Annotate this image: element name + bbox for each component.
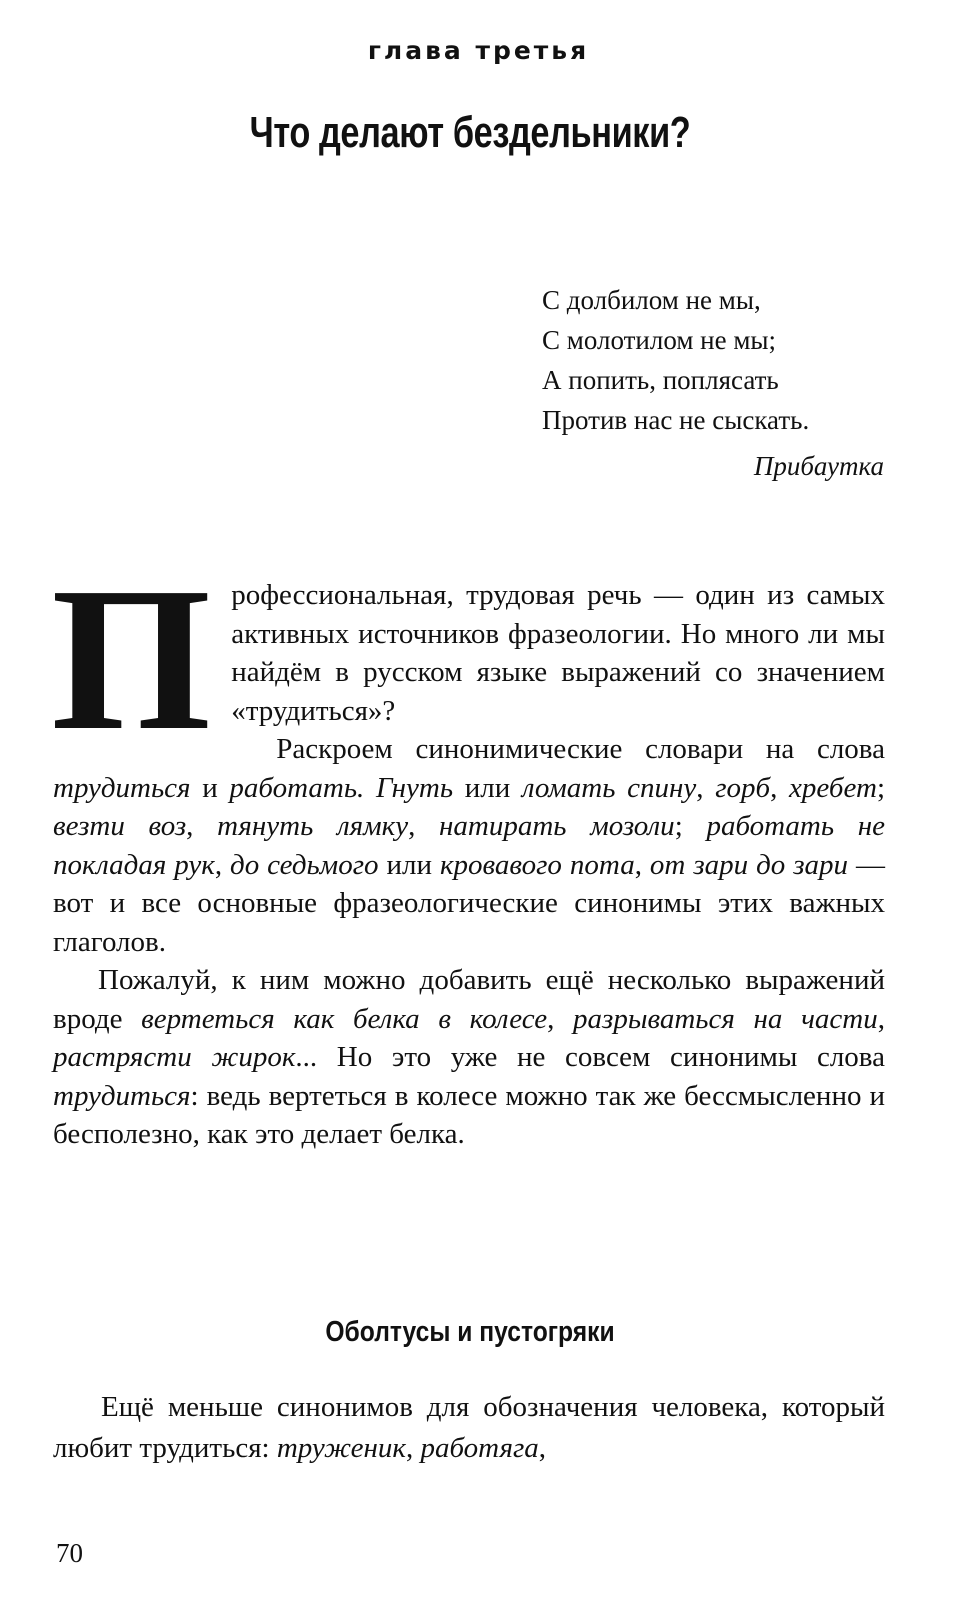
italic-phrase: кровавого пота bbox=[439, 848, 635, 881]
epigraph-line: Против нас не сыскать. bbox=[542, 405, 810, 435]
italic-phrase: растрясти жирок bbox=[53, 1041, 296, 1073]
italic-phrase: везти воз bbox=[53, 810, 187, 842]
main-text-continued bbox=[53, 1387, 885, 1469]
chapter-title: Что делают бездельники? bbox=[249, 108, 691, 157]
italic-phrase: вертеться как белка в колесе bbox=[141, 1002, 548, 1035]
main-text bbox=[51, 544, 886, 1154]
text-run: , bbox=[877, 1002, 886, 1035]
italic-phrase: тянуть лямку bbox=[217, 810, 409, 842]
text-run: или bbox=[378, 848, 440, 881]
text-run: Раскроем синонимические словари на слова bbox=[276, 733, 885, 765]
epigraph-line: С долбилом не мы, bbox=[542, 285, 761, 315]
text-run: ; bbox=[876, 771, 885, 804]
text-run: , bbox=[770, 771, 790, 804]
italic-phrase: горб bbox=[715, 771, 771, 804]
italic-phrase: работать не покладая рук bbox=[53, 810, 886, 881]
italic-phrase: трудиться bbox=[53, 771, 191, 804]
italic-phrase: разрываться на части bbox=[573, 1002, 878, 1035]
text-run: ... Но это уже не совсем синонимы слова bbox=[295, 1041, 885, 1073]
text-run: , bbox=[214, 848, 231, 881]
epigraph-source: Прибаутка bbox=[753, 451, 884, 481]
text-run: : ведь вертеться в колесе можно так же бессмысленно и бесполезно, как это делает белка. bbox=[53, 1079, 885, 1150]
text-run: , bbox=[547, 1002, 574, 1035]
drop-cap: П bbox=[51, 544, 212, 773]
text-run: , bbox=[186, 810, 218, 842]
epigraph bbox=[542, 280, 892, 486]
italic-phrase: труженик bbox=[276, 1432, 406, 1464]
italic-phrase: хребет bbox=[789, 771, 877, 804]
text-run: ; bbox=[674, 810, 707, 842]
italic-phrase: до седьмого bbox=[230, 848, 379, 881]
epigraph-line: С молотилом не мы; bbox=[542, 325, 777, 355]
text-run: , bbox=[538, 1432, 547, 1464]
text-run: или bbox=[453, 771, 522, 804]
chapter-label: глава третья bbox=[367, 36, 590, 65]
italic-phrase: натирать мозоли bbox=[439, 810, 675, 842]
italic-phrase: от зари до зари bbox=[649, 848, 849, 881]
text-run: Пожалуй, к ним можно добавить ещё несколько выражений вроде bbox=[53, 964, 885, 1035]
italic-phrase: трудиться bbox=[53, 1079, 191, 1112]
text-run: , bbox=[634, 848, 650, 881]
text-run: , bbox=[696, 771, 716, 804]
italic-phrase: ломать спину bbox=[521, 771, 697, 804]
italic-phrase: работать. Гнуть bbox=[229, 771, 454, 804]
text-run: , bbox=[408, 810, 440, 842]
text-run: Ещё меньше синонимов для обозначения человека, который любит трудиться: bbox=[53, 1391, 885, 1464]
paragraph bbox=[53, 961, 885, 1154]
paragraph-text: рофессиональная, трудовая речь — один из самых активных источников фразеологии. Но много ли мы найдём в русском языке выражений со значением «трудиться»? bbox=[231, 579, 885, 727]
epigraph-line: А попить, поплясать bbox=[542, 365, 779, 395]
text-run: , bbox=[405, 1432, 421, 1464]
page-number: 70 bbox=[56, 1538, 83, 1568]
subsection-title: Оболтусы и пустогряки bbox=[325, 1316, 615, 1348]
paragraph bbox=[53, 1387, 885, 1469]
italic-phrase: работяга bbox=[420, 1432, 539, 1464]
text-run: — вот и все основные фразеологические синонимы этих важных глаголов. bbox=[53, 848, 886, 958]
text-run: и bbox=[190, 771, 230, 804]
